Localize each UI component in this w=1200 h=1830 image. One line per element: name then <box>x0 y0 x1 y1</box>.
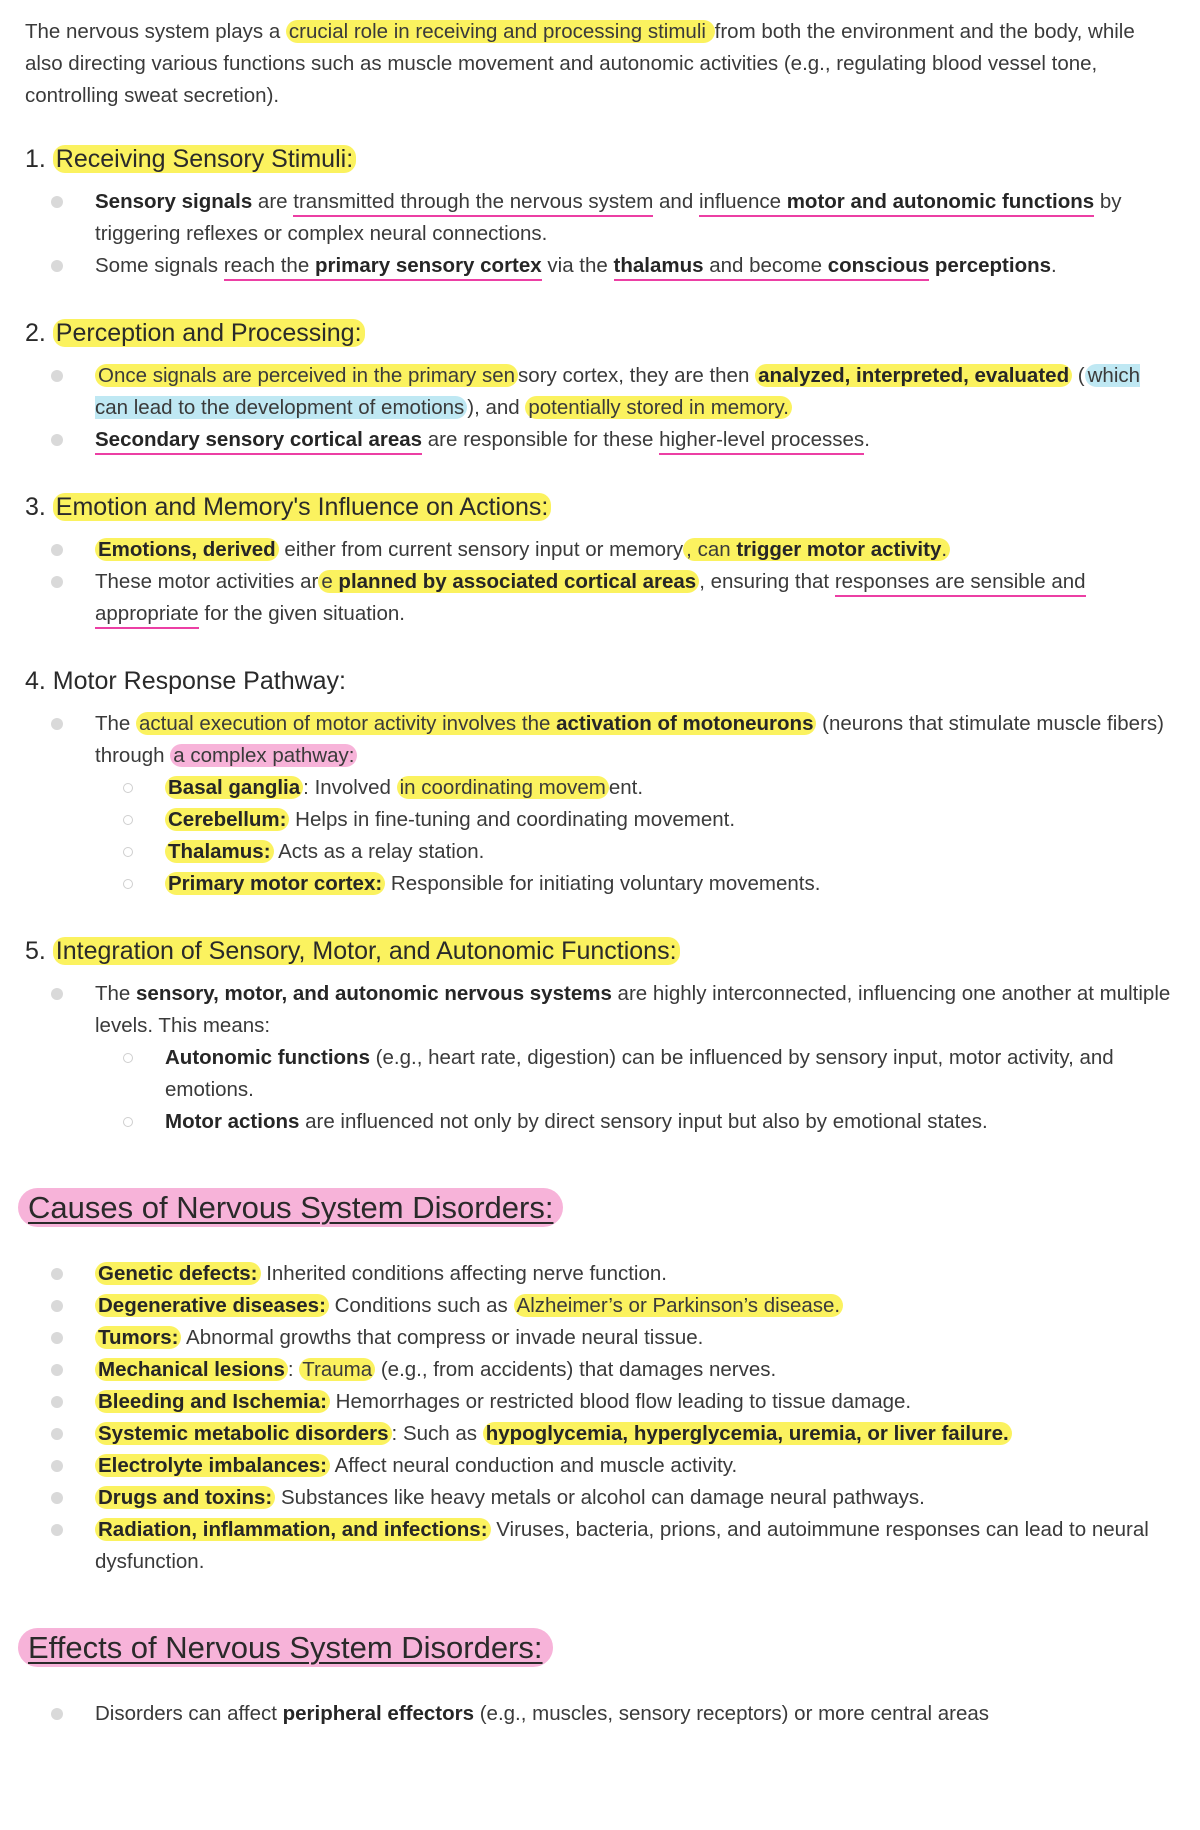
highlight <box>683 538 950 561</box>
list-item <box>95 1418 1178 1450</box>
text: reach the <box>223 254 315 277</box>
text: ent. <box>608 776 644 799</box>
sub-list-item <box>165 804 1178 836</box>
sub-list-item <box>165 1106 1178 1138</box>
underlined-text <box>224 254 542 281</box>
section-number: 3. <box>25 493 53 521</box>
section-title: Perception and Processing: <box>53 319 365 347</box>
causes-list <box>25 1258 1178 1578</box>
highlight-bold: Basal ganglia <box>165 776 303 799</box>
heading-text: Effects of Nervous System Disorders: <box>18 1628 553 1667</box>
bold-term: Sensory signals <box>95 190 253 213</box>
text: . <box>941 538 948 561</box>
section-1-heading <box>25 142 1178 176</box>
highlight <box>318 570 699 593</box>
blue-highlight: which can lead to the development of emotions <box>95 364 1141 419</box>
highlight: in coordinating movem <box>397 776 609 799</box>
text: for the given situation. <box>198 602 405 625</box>
effects-heading <box>18 1632 1178 1664</box>
text: Hemorrhages or restricted blood flow leading to tissue damage. <box>329 1390 912 1413</box>
text: (neurons that stimulate muscle fibers) through <box>95 712 1164 767</box>
text: Conditions such as <box>328 1294 514 1317</box>
text: . <box>864 428 870 451</box>
section-2-heading <box>25 316 1178 350</box>
sub-list-item <box>165 868 1178 900</box>
text: by triggering reflexes or complex neural connections. <box>95 190 1122 245</box>
text: . <box>1051 254 1057 277</box>
highlight-bold: Systemic metabolic disorders <box>95 1422 392 1445</box>
list-item <box>95 1322 1178 1354</box>
bold-term: by associated cortical areas <box>417 570 697 593</box>
highlight-bold: Primary motor cortex: <box>165 872 385 895</box>
bold-term: primary sensory cortex <box>314 254 542 277</box>
text: Viruses, bacteria, prions, and autoimmune responses can lead to neural dysfunction. <box>95 1518 1149 1573</box>
sub-list-item <box>165 1042 1178 1106</box>
bold-term: Autonomic functions <box>165 1046 370 1069</box>
sub-list-item <box>165 836 1178 868</box>
highlight-bold: Electrolyte imbalances: <box>95 1454 330 1477</box>
section-3-list <box>25 534 1178 630</box>
pink-highlight: a complex pathway: <box>170 744 357 767</box>
text: Acts as a relay station. <box>273 840 485 863</box>
bold-term: sensory, motor, and autonomic nervous systems <box>136 982 612 1005</box>
bold-term: activation of motoneurons <box>556 712 814 735</box>
list-item <box>95 360 1178 424</box>
text: : Involved <box>303 776 397 799</box>
highlight-bold: analyzed, interpreted, evaluated <box>755 364 1072 387</box>
bold-term: perceptions <box>929 254 1052 277</box>
section-title: Emotion and Memory's Influence on Actions: <box>53 493 552 521</box>
highlight-bold: Tumors: <box>95 1326 181 1349</box>
highlight: potentially stored in memory. <box>525 396 792 419</box>
text: ( <box>1072 364 1085 387</box>
section-number: 1. <box>25 145 53 173</box>
section-title: Motor Response Pathway: <box>52 667 346 695</box>
bold-term: thalamus <box>613 254 704 277</box>
highlight-bold: Radiation, inflammation, and infections: <box>95 1518 491 1541</box>
text: : Such as <box>391 1422 483 1445</box>
sub-list <box>95 772 1178 900</box>
intro-text: The nervous system plays a <box>25 20 286 43</box>
section-3-heading <box>25 490 1178 524</box>
text: Abnormal growths that compress or invade neural tissue. <box>181 1326 704 1349</box>
highlight-bold: Emotions, derived <box>95 538 279 561</box>
highlight <box>136 712 816 735</box>
heading-text: Causes of Nervous System Disorders: <box>18 1188 563 1227</box>
section-title: Integration of Sensory, Motor, and Autonomic Functions: <box>53 937 680 965</box>
list-item <box>95 534 1178 566</box>
highlight-bold: Genetic defects: <box>95 1262 261 1285</box>
highlight-bold: Thalamus: <box>165 840 274 863</box>
list-item <box>95 708 1178 900</box>
text: The <box>95 982 137 1005</box>
text: and <box>653 190 699 213</box>
text: are <box>252 190 294 213</box>
list-item <box>95 424 1178 456</box>
effects-list <box>25 1698 1178 1730</box>
highlight-bold: Cerebellum: <box>165 808 289 831</box>
list-item <box>95 978 1178 1138</box>
list-item <box>95 250 1178 282</box>
highlight-bold: Mechanical lesions <box>95 1358 288 1381</box>
list-item <box>95 566 1178 630</box>
causes-heading <box>18 1192 1178 1224</box>
section-5-list <box>25 978 1178 1138</box>
text: The <box>95 712 137 735</box>
underlined-bold: Secondary sensory cortical areas <box>95 428 422 455</box>
text: (e.g., muscles, sensory receptors) or more central areas <box>474 1702 989 1725</box>
list-item <box>95 1514 1178 1578</box>
highlight-bold: Drugs and toxins: <box>95 1486 275 1509</box>
section-number: 4. <box>25 667 53 695</box>
text: These motor activities ar <box>95 570 319 593</box>
intro-text-2: from both the environment and the body, while also directing various functions such as muscle movement and autonomic activities (e.g., regulating blood vessel tone, controlling sweat secretion). <box>25 20 1135 107</box>
text: Disorders can affect <box>95 1702 283 1725</box>
text: via the <box>541 254 614 277</box>
section-title: Receiving Sensory Stimuli: <box>53 145 356 173</box>
list-item <box>95 1450 1178 1482</box>
list-item <box>95 1482 1178 1514</box>
text: , ensuring that <box>699 570 835 593</box>
text: Affect neural conduction and muscle activity. <box>330 1454 738 1477</box>
text: : <box>287 1358 300 1381</box>
section-number: 5. <box>25 937 53 965</box>
text: (e.g., heart rate, digestion) can be influenced by sensory input, motor activity, and emotions. <box>165 1046 1114 1101</box>
bold-term: peripheral effectors <box>282 1702 475 1725</box>
text: are highly interconnected, influencing one another at multiple levels. This means: <box>95 982 1171 1037</box>
intro-highlight: crucial role in receiving and processing stimuli <box>286 20 715 43</box>
text: (e.g., from accidents) that damages nerves. <box>375 1358 777 1381</box>
underlined-text: higher-level processes <box>659 428 864 455</box>
highlight-bold: Bleeding and Ischemia: <box>95 1390 330 1413</box>
text: influence <box>698 190 787 213</box>
text: , can <box>686 538 737 561</box>
bold-term: Motor actions <box>165 1110 300 1133</box>
intro-paragraph <box>25 16 1178 112</box>
text: are responsible for these <box>422 428 660 451</box>
text: are influenced not only by direct sensory input but also by emotional states. <box>299 1110 988 1133</box>
text: Some signals <box>95 254 224 277</box>
text: either from current sensory input or memory <box>278 538 684 561</box>
highlight: Trauma <box>299 1358 375 1381</box>
highlight: Once signals are perceived in the primary sen <box>95 364 518 387</box>
text: sory cortex, they are then <box>518 364 756 387</box>
highlight-bold: hypoglycemia, hyperglycemia, uremia, or liver failure. <box>483 1422 1012 1445</box>
section-2-list <box>25 360 1178 456</box>
underlined-text <box>614 254 930 281</box>
list-item <box>95 1290 1178 1322</box>
text: Responsible for initiating voluntary movements. <box>385 872 821 895</box>
highlight: Alzheimer’s or Parkinson’s disease. <box>514 1294 844 1317</box>
text: and become <box>703 254 828 277</box>
text: Inherited conditions affecting nerve function. <box>260 1262 667 1285</box>
list-item <box>95 1698 1178 1730</box>
text: Helps in fine-tuning and coordinating movement. <box>289 808 736 831</box>
bold-term: trigger motor activity <box>736 538 942 561</box>
bold-term: planned <box>338 570 418 593</box>
text: actual execution of motor activity involves the <box>139 712 557 735</box>
list-item <box>95 1258 1178 1290</box>
text: e <box>321 570 339 593</box>
bold-term: motor and autonomic functions <box>786 190 1095 213</box>
underlined-text: responses are sensible and appropriate <box>95 570 1086 629</box>
list-item <box>95 1354 1178 1386</box>
section-5-heading <box>25 934 1178 968</box>
underlined-text: transmitted through the nervous system <box>293 190 653 217</box>
section-1-list <box>25 186 1178 282</box>
text: Substances like heavy metals or alcohol can damage neural pathways. <box>275 1486 925 1509</box>
section-4-list <box>25 708 1178 900</box>
highlight-bold: Degenerative diseases: <box>95 1294 329 1317</box>
sub-list <box>95 1042 1178 1138</box>
bold-term: conscious <box>827 254 930 277</box>
sub-list-item <box>165 772 1178 804</box>
list-item <box>95 186 1178 250</box>
text: ), and <box>467 396 526 419</box>
underlined-text <box>699 190 1094 217</box>
section-number: 2. <box>25 319 53 347</box>
list-item <box>95 1386 1178 1418</box>
section-4-heading <box>25 664 1178 698</box>
